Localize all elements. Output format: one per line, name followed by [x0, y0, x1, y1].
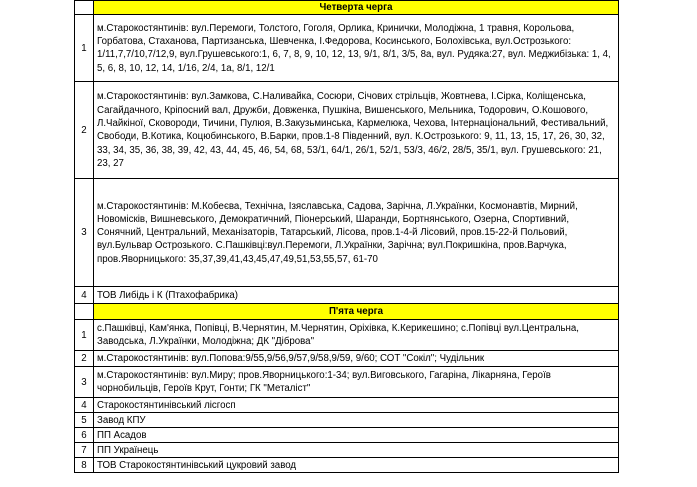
- table-row: [75, 458, 619, 473]
- row-text: Завод КПУ: [94, 413, 619, 428]
- row-text: ПП Асадов: [94, 428, 619, 443]
- row-text: м.Старокостянтинів: вул.Миру; пров.Яворницького:1-34; вул.Виговського, Гагаріна, Лікарняна, Героїв чорнобильців, Героїв Крут, Гонти; ГК "Металіст": [94, 367, 619, 398]
- table-row: [75, 413, 619, 428]
- row-number: 4: [75, 398, 94, 413]
- row-number: 1: [75, 320, 94, 351]
- row-number: 6: [75, 428, 94, 443]
- outage-schedule-table: [74, 0, 619, 473]
- table-row: [75, 351, 619, 367]
- section-header-fourth: [75, 1, 619, 15]
- row-text: м.Старокостянтинів: вул.Попова:9/55,9/56,9/57,9/58,9/59, 9/60; СОТ "Сокіл"; Чудільник: [94, 351, 619, 367]
- row-text: ПП Українець: [94, 443, 619, 458]
- row-number: 8: [75, 458, 94, 473]
- table-row: [75, 398, 619, 413]
- row-text: с.Пашківці, Кам'янка, Попівці, В.Чернятин, М.Чернятин, Оріхівка, К.Керикешино; с.Попівці вул.Центральна, Заводська, Л.Українки, Молодіжна; ДК "Діброва": [94, 320, 619, 351]
- row-text: м.Старокостянтинів: вул.Замкова, С.Наливайка, Сосюри, Січових стрільців, Жовтнева, І.Сірка, Коліщенська, Сагайдачного, Кріпосний вал, Дружби, Довженка, Пушкіна, Вишенського, Мельника, Тодорович, О.Кошового, Л.Чайкіної, Сковороди, Тичини, Пулюя, В.Закузьминська, Кармелюка, Чехова, Інтернаціональний, Фестивальний, Свободи, В.Котика, Коцюбинського, В.Барки, пров.1-8 Південний, вул. К.Острозького: 9, 11, 13, 15, 17, 26, 30, 32, 33, 34, 35, 36, 38, 39, 42, 43, 44, 45, 46, 54, 68, 53/1, 64/1, 26/1, 52/1, 53/3, 46/2, 28/5, 35/1, вул. Грушевського: 21, 23, 27: [94, 82, 619, 179]
- row-text: м.Старокостянтинів: вул.Перемоги, Толстого, Гоголя, Орлика, Кринички, Молодіжна, 1 травня, Корольова, Горбатова, Стаханова, Партизанська, Шевченка, І.Федорова, Косинського, Болохівська, вул.Острозького: 1/11,7,7/10,7/12,9, вул.Грушевського:1, 6, 7, 8, 9, 10, 12, 13, 9/1, 8/1, 3/5, 8а, вул. Рудяка:27, вул. Меджибізька: 1, 4, 5, 6, 8, 10, 12, 14, 1/16, 2/4, 1а, 8/1, 12/1: [94, 15, 619, 82]
- row-number: 5: [75, 413, 94, 428]
- section-header-fifth: [75, 304, 619, 320]
- row-number: 2: [75, 351, 94, 367]
- row-number: 3: [75, 179, 94, 287]
- outage-schedule-sheet: [74, 0, 619, 473]
- row-number: 7: [75, 443, 94, 458]
- table-row: [75, 15, 619, 82]
- row-text: ТОВ Либідь і К (Птахофабрика): [94, 287, 619, 304]
- row-number: 2: [75, 82, 94, 179]
- table-row: [75, 443, 619, 458]
- table-row: [75, 428, 619, 443]
- row-number: 3: [75, 367, 94, 398]
- table-row: [75, 82, 619, 179]
- table-row: [75, 287, 619, 304]
- table-row: [75, 320, 619, 351]
- section-title: Четверта черга: [94, 1, 619, 15]
- row-number: 1: [75, 15, 94, 82]
- row-text: ТОВ Старокостянтинівський цукровий завод: [94, 458, 619, 473]
- section-title: П'ята черга: [94, 304, 619, 320]
- table-row: [75, 367, 619, 398]
- table-row: [75, 179, 619, 287]
- row-number: 4: [75, 287, 94, 304]
- row-text: м.Старокостянтинів: М.Кобеєва, Технічна, Ізяславська, Садова, Зарічна, Л.Українки, Космонавтів, Мирний, Новомісків, Вишневського, Демократичний, Піонерський, Шаранди, Бортнянського, Озерна, Спортивний, Сонячний, Центральний, Механізаторів, Татарський, Лісова, пров.1-4-й Лісовий, пров.15-22-й Польовий, вул.Бульвар Острозького. С.Пашківці:вул.Перемоги, Л.Українки, Зарічна; вул.Покришкіна, пров.Варчука, пров.Яворницького: 35,37,39,41,43,45,47,49,51,53,55,57, 61-70: [94, 179, 619, 287]
- row-text: Старокостянтинівський лісгосп: [94, 398, 619, 413]
